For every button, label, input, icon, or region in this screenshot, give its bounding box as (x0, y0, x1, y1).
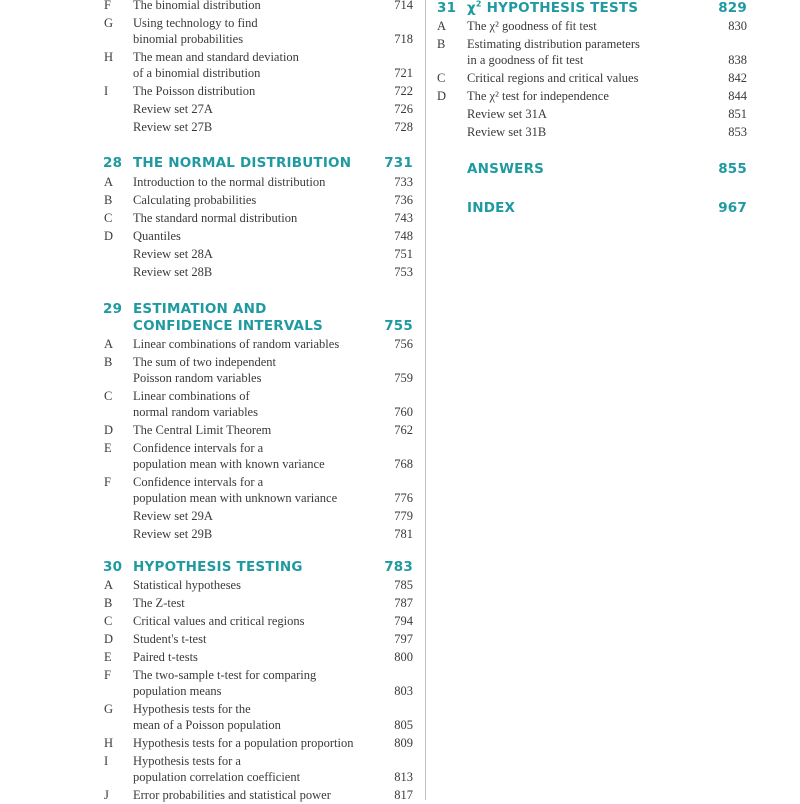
toc-entry[interactable] (104, 84, 413, 100)
section-page: 751 (394, 247, 413, 261)
section-page: 813 (394, 770, 413, 784)
toc-entry[interactable] (104, 229, 413, 245)
chapter-number: 31 (437, 0, 457, 16)
toc-entry[interactable] (104, 247, 413, 263)
toc-entry[interactable] (104, 527, 413, 543)
section-title: Poisson random variables (133, 371, 262, 385)
toc-entry[interactable] (104, 578, 413, 594)
chi-exponent: 2 (475, 0, 482, 9)
chi-symbol: χ (467, 0, 476, 16)
section-page: 838 (728, 53, 747, 67)
chapter-number: 30 (103, 559, 123, 575)
answers-title: ANSWERS (467, 161, 545, 177)
section-title: Confidence intervals for a (133, 475, 264, 489)
toc-entry[interactable] (104, 102, 413, 118)
section-letter: E (104, 441, 112, 455)
chapter-29-heading[interactable] (103, 301, 413, 335)
section-letter: D (437, 89, 447, 103)
chapter-page: 783 (384, 559, 413, 575)
toc-entry[interactable] (437, 19, 747, 35)
section-letter: C (104, 614, 113, 628)
section-page: 722 (394, 84, 413, 98)
section-letter: I (104, 754, 109, 768)
chapter-number: 28 (103, 155, 123, 171)
section-title: population mean with known variance (133, 457, 325, 471)
section-page: 736 (394, 193, 413, 207)
section-letter: C (104, 211, 113, 225)
toc-entry[interactable] (104, 50, 413, 82)
section-title: Hypothesis tests for a population proportion (133, 736, 354, 750)
section-title: Review set 27A (133, 102, 213, 116)
section-page: 721 (394, 66, 413, 80)
index-heading[interactable] (467, 200, 747, 218)
chapter-31-heading[interactable] (437, 0, 747, 18)
section-title: Linear combinations of (133, 389, 250, 403)
section-page: 759 (394, 371, 413, 385)
section-page: 805 (394, 718, 413, 732)
toc-entry[interactable] (104, 736, 413, 752)
section-page: 718 (394, 32, 413, 46)
toc-entry[interactable] (104, 702, 413, 734)
toc-entry[interactable] (437, 37, 747, 69)
section-letter: B (104, 596, 113, 610)
section-title: population correlation coefficient (133, 770, 301, 784)
toc-entry[interactable] (104, 0, 413, 14)
toc-entry[interactable] (104, 423, 413, 439)
section-letter: D (104, 632, 114, 646)
section-title: Review set 29A (133, 509, 213, 523)
section-page: 753 (394, 265, 413, 279)
chapter-title-line-1: ESTIMATION AND (133, 301, 267, 317)
section-letter: F (104, 0, 111, 12)
chapter-page: 731 (384, 155, 413, 171)
toc-entry[interactable] (104, 788, 413, 804)
toc-entry[interactable] (104, 596, 413, 612)
section-page: 794 (394, 614, 413, 628)
section-letter: B (104, 355, 113, 369)
section-page: 726 (394, 102, 413, 116)
section-letter: F (104, 668, 111, 682)
section-title: population means (133, 684, 222, 698)
section-page: 817 (394, 788, 413, 802)
section-letter: A (437, 19, 447, 33)
section-letter: F (104, 475, 111, 489)
section-title: Paired t-tests (133, 650, 198, 664)
toc-entry[interactable] (104, 355, 413, 387)
section-title: The χ² test for independence (467, 89, 609, 103)
toc-entry[interactable] (104, 175, 413, 191)
section-title: The sum of two independent (133, 355, 277, 369)
section-title: Hypothesis tests for a (133, 754, 241, 768)
section-page: 768 (394, 457, 413, 471)
section-title: The mean and standard deviation (133, 50, 299, 64)
section-page: 733 (394, 175, 413, 189)
toc-entry[interactable] (104, 16, 413, 48)
section-letter: C (437, 71, 446, 85)
toc-entry[interactable] (437, 107, 747, 123)
section-page: 776 (394, 491, 413, 505)
section-title: Review set 28A (133, 247, 213, 261)
section-title: of a binomial distribution (133, 66, 261, 80)
index-page: 967 (718, 200, 747, 216)
section-letter: J (104, 788, 109, 802)
toc-entry[interactable] (104, 211, 413, 227)
chapter-title: HYPOTHESIS TESTING (133, 559, 303, 575)
section-page: 853 (728, 125, 747, 139)
index-title: INDEX (467, 200, 516, 216)
chapter-number: 29 (103, 301, 123, 317)
toc-entry[interactable] (104, 441, 413, 473)
section-page: 842 (728, 71, 747, 85)
section-page: 714 (394, 0, 413, 12)
section-title: Student's t-test (133, 632, 207, 646)
chapter-title-line-2: CONFIDENCE INTERVALS (133, 318, 323, 334)
section-title: normal random variables (133, 405, 258, 419)
section-page: 760 (394, 405, 413, 419)
section-title: Review set 31A (467, 107, 547, 121)
section-page: 809 (394, 736, 413, 750)
section-title: The standard normal distribution (133, 211, 298, 225)
toc-entry[interactable] (437, 125, 747, 141)
toc-entry[interactable] (104, 668, 413, 700)
column-divider (425, 0, 426, 800)
section-title: binomial probabilities (133, 32, 244, 46)
section-page: 748 (394, 229, 413, 243)
section-title: The binomial distribution (133, 0, 261, 12)
chapter-title-text: HYPOTHESIS TESTS (481, 0, 639, 16)
section-letter: B (437, 37, 446, 51)
section-title: Review set 29B (133, 527, 213, 541)
section-title: Critical regions and critical values (467, 71, 639, 85)
section-letter: A (104, 337, 114, 351)
section-page: 762 (394, 423, 413, 437)
section-page: 781 (394, 527, 413, 541)
section-page: 728 (394, 120, 413, 134)
toc-entry[interactable] (104, 754, 413, 786)
section-title: The χ² goodness of fit test (467, 19, 597, 33)
answers-page: 855 (718, 161, 747, 177)
section-title: The Central Limit Theorem (133, 423, 272, 437)
toc-entry[interactable] (104, 650, 413, 666)
toc-entry[interactable] (104, 614, 413, 630)
section-page: 785 (394, 578, 413, 592)
toc-entry[interactable] (437, 71, 747, 87)
section-page: 803 (394, 684, 413, 698)
section-page: 779 (394, 509, 413, 523)
section-title: The Poisson distribution (133, 84, 256, 98)
chapter-title (467, 0, 638, 16)
section-page: 844 (728, 89, 747, 103)
answers-heading[interactable] (467, 161, 747, 179)
section-title: Critical values and critical regions (133, 614, 305, 628)
section-title: Review set 27B (133, 120, 213, 134)
toc-entry[interactable] (104, 389, 413, 421)
toc-entry[interactable] (104, 632, 413, 648)
section-title: Hypothesis tests for the (133, 702, 251, 716)
section-title: Review set 31B (467, 125, 547, 139)
toc-entry[interactable] (104, 509, 413, 525)
chapter-30-heading[interactable] (103, 559, 413, 577)
section-page: 800 (394, 650, 413, 664)
toc-entry[interactable] (104, 475, 413, 507)
section-page: 787 (394, 596, 413, 610)
section-letter: G (104, 16, 114, 30)
section-title: Introduction to the normal distribution (133, 175, 326, 189)
section-title: Quantiles (133, 229, 181, 243)
section-letter: B (104, 193, 113, 207)
section-page: 756 (394, 337, 413, 351)
toc-entry[interactable] (104, 120, 413, 136)
section-letter: C (104, 389, 113, 403)
section-title: Using technology to find (133, 16, 258, 30)
section-title: Review set 28B (133, 265, 213, 279)
section-title: Estimating distribution parameters (467, 37, 640, 51)
chapter-28-heading[interactable] (103, 155, 413, 173)
section-page: 851 (728, 107, 747, 121)
section-title: in a goodness of fit test (467, 53, 584, 67)
section-page: 797 (394, 632, 413, 646)
section-letter: G (104, 702, 114, 716)
toc-entry[interactable] (437, 89, 747, 105)
section-letter: D (104, 423, 114, 437)
section-letter: D (104, 229, 114, 243)
chapter-page: 829 (718, 0, 747, 16)
toc-entry[interactable] (104, 193, 413, 209)
chapter-page: 755 (384, 318, 413, 334)
section-letter: A (104, 175, 114, 189)
section-title: mean of a Poisson population (133, 718, 281, 732)
toc-entry[interactable] (104, 337, 413, 353)
section-title: Statistical hypotheses (133, 578, 241, 592)
section-letter: H (104, 736, 114, 750)
section-letter: A (104, 578, 114, 592)
toc-entry[interactable] (104, 265, 413, 281)
section-title: The two-sample t-test for comparing (133, 668, 317, 682)
section-title: Calculating probabilities (133, 193, 257, 207)
section-title: population mean with unknown variance (133, 491, 338, 505)
chapter-title: THE NORMAL DISTRIBUTION (133, 155, 352, 171)
section-title: Confidence intervals for a (133, 441, 264, 455)
section-letter: H (104, 50, 114, 64)
section-letter: I (104, 84, 109, 98)
section-title: Linear combinations of random variables (133, 337, 340, 351)
section-letter: E (104, 650, 112, 664)
section-title: Error probabilities and statistical power (133, 788, 331, 802)
section-page: 830 (728, 19, 747, 33)
section-page: 743 (394, 211, 413, 225)
section-title: The Z-test (133, 596, 185, 610)
